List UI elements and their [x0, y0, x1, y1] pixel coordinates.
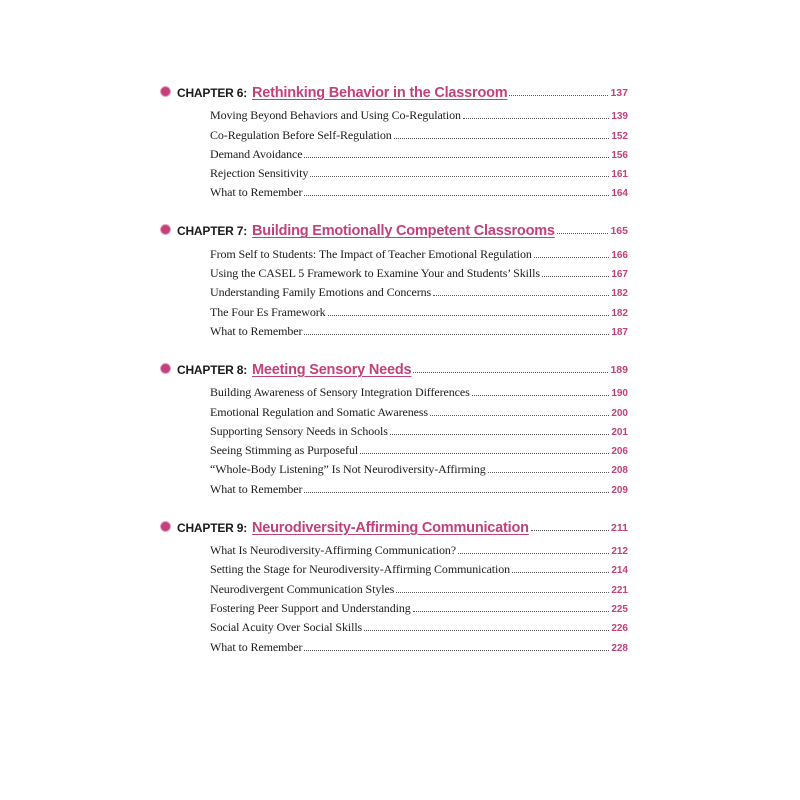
toc-entry[interactable]	[158, 439, 628, 458]
entry-title: Co-Regulation Before Self-Regulation	[210, 127, 392, 142]
dot-leader	[531, 530, 609, 531]
entry-title: Understanding Family Emotions and Concerns	[210, 285, 432, 300]
entry-page-number: 161	[611, 169, 628, 181]
chapter-heading	[158, 218, 628, 240]
entry-title: The Four Es Framework	[210, 304, 326, 319]
entry-page-number: 182	[611, 307, 628, 319]
entry-title: Social Acuity Over Social Skills	[210, 620, 363, 635]
entry-title: Fostering Peer Support and Understanding	[210, 600, 411, 615]
dot-leader	[304, 157, 609, 158]
toc-entry[interactable]	[158, 162, 628, 181]
chapter-label: CHAPTER 9	[177, 520, 244, 535]
dot-leader	[472, 395, 610, 396]
entry-page-number: 182	[611, 288, 628, 300]
toc-entry[interactable]	[158, 539, 628, 558]
chapter-title[interactable]: Neurodiversity-Affirming Communication	[252, 519, 529, 536]
chapter-heading	[158, 80, 628, 102]
toc-entry[interactable]	[158, 181, 628, 200]
entry-page-number: 152	[611, 130, 628, 142]
toc-entry[interactable]	[158, 242, 628, 261]
dot-leader	[413, 372, 608, 373]
dot-leader	[458, 553, 609, 554]
dot-leader	[512, 572, 609, 573]
chapter-label-colon: :	[243, 520, 248, 535]
dot-leader	[463, 118, 609, 119]
entry-title: What to Remember	[210, 185, 303, 200]
chapter-page-number: 165	[610, 225, 628, 238]
entry-page-number: 212	[611, 546, 628, 558]
dot-leader	[488, 472, 610, 473]
chapter-label: CHAPTER 7	[177, 224, 244, 239]
toc-entry[interactable]	[158, 262, 628, 281]
bullet-icon	[161, 522, 170, 531]
chapter-title[interactable]: Rethinking Behavior in the Classroom	[252, 85, 508, 101]
dot-leader	[304, 334, 609, 335]
toc-entry[interactable]	[158, 281, 628, 300]
dot-leader	[534, 257, 609, 258]
dot-leader	[364, 630, 609, 631]
entry-title: “Whole-Body Listening” Is Not Neurodiversity-Affirming	[210, 462, 486, 477]
dot-leader	[390, 434, 609, 435]
chapter-label-colon: :	[243, 224, 248, 239]
dot-leader	[304, 650, 609, 651]
dot-leader	[328, 315, 610, 316]
dot-leader	[304, 195, 609, 196]
entry-title: What to Remember	[210, 481, 303, 496]
chapter-heading	[158, 357, 628, 379]
chapter-9	[158, 515, 628, 655]
toc-entry[interactable]	[158, 635, 628, 654]
entry-page-number: 221	[611, 584, 628, 596]
chapter-label-colon: :	[243, 86, 248, 100]
chapter-page-number: 211	[611, 521, 628, 534]
entry-page-number: 226	[611, 623, 628, 635]
chapter-8	[158, 357, 628, 497]
entry-page-number: 206	[611, 446, 628, 458]
entry-title: From Self to Students: The Impact of Teacher Emotional Regulation	[210, 246, 532, 261]
toc-entry[interactable]	[158, 616, 628, 635]
dot-leader	[413, 611, 610, 612]
entry-title: What Is Neurodiversity-Affirming Communication?	[210, 543, 457, 558]
entry-title: Emotional Regulation and Somatic Awareness	[210, 404, 428, 419]
entry-title: Using the CASEL 5 Framework to Examine Your and Students’ Skills	[210, 266, 540, 281]
chapter-label: CHAPTER 8	[177, 362, 244, 377]
entry-title: Neurodivergent Communication Styles	[210, 581, 395, 596]
toc-entry[interactable]	[158, 400, 628, 419]
entry-title: Building Awareness of Sensory Integration Differences	[210, 385, 470, 400]
toc-entry[interactable]	[158, 420, 628, 439]
toc-entry[interactable]	[158, 477, 628, 496]
toc-entry[interactable]	[158, 597, 628, 616]
dot-leader	[396, 592, 609, 593]
entry-page-number: 156	[611, 149, 628, 161]
entry-title: Seeing Stimming as Purposeful	[210, 443, 359, 458]
bullet-icon	[161, 225, 170, 234]
table-of-contents	[158, 80, 628, 673]
dot-leader	[310, 176, 609, 177]
dot-leader	[430, 415, 609, 416]
dot-leader	[542, 276, 609, 277]
toc-entry[interactable]	[158, 104, 628, 123]
entry-page-number: 209	[611, 484, 628, 496]
chapter-label: CHAPTER 6	[177, 86, 244, 100]
bullet-icon	[161, 364, 170, 373]
entry-title: Supporting Sensory Needs in Schools	[210, 423, 388, 438]
chapter-title[interactable]: Building Emotionally Competent Classrooms	[252, 223, 555, 240]
chapter-title[interactable]: Meeting Sensory Needs	[252, 361, 412, 378]
toc-entry[interactable]	[158, 381, 628, 400]
entry-page-number: 167	[611, 269, 628, 281]
entry-title: Demand Avoidance	[210, 146, 303, 161]
entry-page-number: 208	[611, 465, 628, 477]
entry-page-number: 187	[611, 326, 628, 338]
entry-page-number: 201	[611, 426, 628, 438]
toc-entry[interactable]	[158, 300, 628, 319]
entry-page-number: 228	[611, 642, 628, 654]
chapter-heading	[158, 515, 628, 537]
entry-page-number: 214	[611, 565, 628, 577]
dot-leader	[557, 233, 609, 234]
dot-leader	[304, 492, 609, 493]
entry-page-number: 166	[611, 249, 628, 261]
toc-entry[interactable]	[158, 458, 628, 477]
dot-leader	[433, 295, 609, 296]
dot-leader	[360, 453, 609, 454]
bullet-icon	[161, 87, 170, 96]
chapter-label-colon: :	[243, 362, 248, 377]
entry-title: Setting the Stage for Neurodiversity-Affirming Communication	[210, 562, 511, 577]
toc-entry[interactable]	[158, 143, 628, 162]
entry-page-number: 139	[611, 111, 628, 123]
entry-title: Moving Beyond Behaviors and Using Co-Regulation	[210, 108, 461, 123]
entry-page-number: 200	[611, 407, 628, 419]
entry-page-number: 225	[611, 603, 628, 615]
chapter-6	[158, 80, 628, 200]
entry-page-number: 164	[611, 188, 628, 200]
toc-entry[interactable]	[158, 558, 628, 577]
entry-page-number: 190	[611, 388, 628, 400]
chapter-page-number: 189	[610, 363, 628, 376]
toc-entry[interactable]	[158, 320, 628, 339]
chapter-page-number: 137	[610, 87, 628, 99]
chapter-7	[158, 218, 628, 338]
entry-title: What to Remember	[210, 639, 303, 654]
dot-leader	[509, 95, 608, 96]
dot-leader	[394, 138, 610, 139]
toc-entry[interactable]	[158, 577, 628, 596]
entry-title: Rejection Sensitivity	[210, 166, 309, 181]
entry-title: What to Remember	[210, 323, 303, 338]
toc-entry[interactable]	[158, 123, 628, 142]
